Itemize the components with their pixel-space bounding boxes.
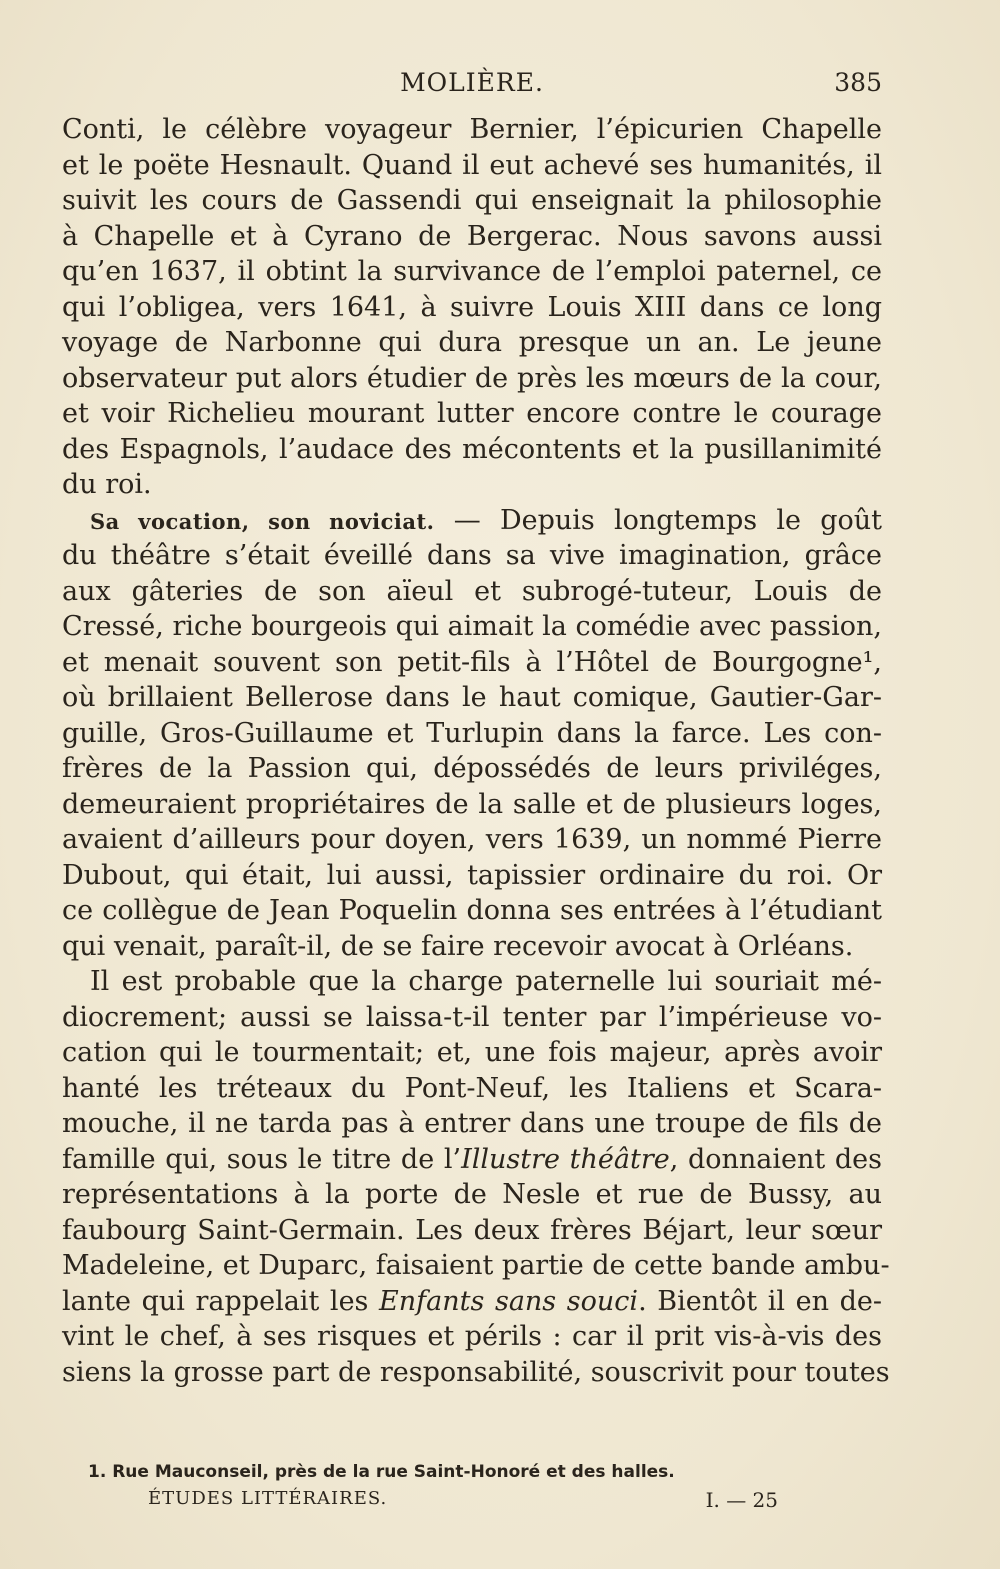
text-line: Cressé, riche bourgeois qui aimait la comédie avec passion,	[62, 611, 882, 642]
text-line: observateur put alors étudier de près les mœurs de la cour,	[62, 362, 882, 394]
text-line: et le poëte Hesnault. Quand il eut achevé ses humanités, il	[62, 149, 882, 181]
text-line: Dubout, qui était, lui aussi, tapissier ordinaire du roi. Or	[62, 859, 882, 891]
text-line: vint le chef, à ses risques et périls : car il prit vis-à-vis des	[62, 1321, 882, 1352]
text-line: et voir Richelieu mourant lutter encore contre le courage	[62, 398, 882, 429]
text-line: aux gâteries de son aïeul et subrogé-tuteur, Louis de	[62, 575, 882, 607]
enfants-title: Enfants sans souci	[379, 1285, 639, 1317]
text-line: Madeleine, et Duparc, faisaient partie de cette bande ambu-	[62, 1250, 890, 1281]
text-line: Il est probable que la charge paternelle lui souriait mé-	[90, 966, 882, 997]
signature-right: I. — 25	[705, 1488, 778, 1512]
text-line: qui venait, paraît-il, de se faire recevoir avocat à Orléans.	[62, 930, 854, 962]
text-line: suivit les cours de Gassendi qui enseignait la philosophie	[62, 185, 882, 216]
text-line: guille, Gros-Guillaume et Turlupin dans la farce. Les con-	[62, 717, 882, 749]
signature-line	[148, 1488, 778, 1518]
illustre-before: famille qui, sous le titre de l’	[62, 1143, 462, 1175]
text-line: avaient d’ailleurs pour doyen, vers 1639, un nommé Pierre	[62, 824, 882, 855]
illustre-title: Illustre théâtre	[461, 1143, 670, 1175]
text-line: demeuraient propriétaires de la salle et de plusieurs loges,	[62, 788, 882, 820]
running-head	[62, 68, 882, 102]
text-line: du roi.	[62, 469, 152, 500]
text-line: Conti, le célèbre voyageur Bernier, l’épicurien Chapelle	[62, 114, 882, 145]
text-line: représentations à la porte de Nesle et rue de Bussy, au	[62, 1179, 882, 1210]
signature-left: ÉTUDES LITTÉRAIRES.	[148, 1488, 388, 1509]
text-line: voyage de Narbonne qui dura presque un an. Le jeune	[62, 327, 882, 358]
text-line-enfants	[62, 1284, 882, 1320]
body-text	[62, 112, 890, 1390]
section-first-line: — Depuis longtemps le goût	[453, 504, 882, 536]
text-line: faubourg Saint-Germain. Les deux frères Béjart, leur sœur	[62, 1214, 882, 1246]
text-line: du théâtre s’était éveillé dans sa vive imagination, grâce	[62, 540, 882, 571]
text-line: cation qui le tourmentait; et, une fois majeur, après avoir	[62, 1037, 882, 1068]
text-line: mouche, il ne tarda pas à entrer dans une troupe de fils de	[62, 1108, 882, 1139]
text-line: frères de la Passion qui, dépossédés de leurs priviléges,	[62, 753, 882, 784]
enfants-after: . Bientôt il en de-	[638, 1285, 883, 1317]
text-line-illustre	[62, 1142, 882, 1178]
footnotes	[88, 1458, 788, 1486]
text-line: qui l’obligea, vers 1641, à suivre Louis XIII dans ce long	[62, 291, 882, 323]
enfants-before: lante qui rappelait les	[62, 1285, 380, 1317]
page-number: 385	[834, 68, 882, 97]
text-line: ce collègue de Jean Poquelin donna ses entrées à l’étudiant	[62, 895, 882, 926]
text-line: où brillaient Bellerose dans le haut comique, Gautier-Gar-	[62, 682, 882, 713]
text-line: diocrement; aussi se laissa-t-il tenter par l’impérieuse vo-	[62, 1001, 882, 1033]
text-line: qu’en 1637, il obtint la survivance de l’emploi paternel, ce	[62, 256, 882, 287]
section-heading: Sa vocation, son noviciat.	[90, 508, 435, 534]
text-line: hanté les tréteaux du Pont-Neuf, les Italiens et Scara-	[62, 1072, 882, 1104]
illustre-after: , donnaient des	[669, 1143, 882, 1175]
running-title: MOLIÈRE.	[400, 68, 544, 97]
text-line: et menait souvent son petit-fils à l’Hôtel de Bourgogne¹,	[62, 646, 882, 678]
section-heading-line	[62, 503, 882, 539]
footnote: 1. Rue Mauconseil, près de la rue Saint-Honoré et des halles.	[88, 1462, 675, 1482]
text-line: à Chapelle et à Cyrano de Bergerac. Nous savons aussi	[62, 220, 882, 252]
text-line: siens la grosse part de responsabilité, souscrivit pour toutes	[62, 1356, 890, 1388]
text-line: des Espagnols, l’audace des mécontents et la pusillanimité	[62, 433, 882, 465]
